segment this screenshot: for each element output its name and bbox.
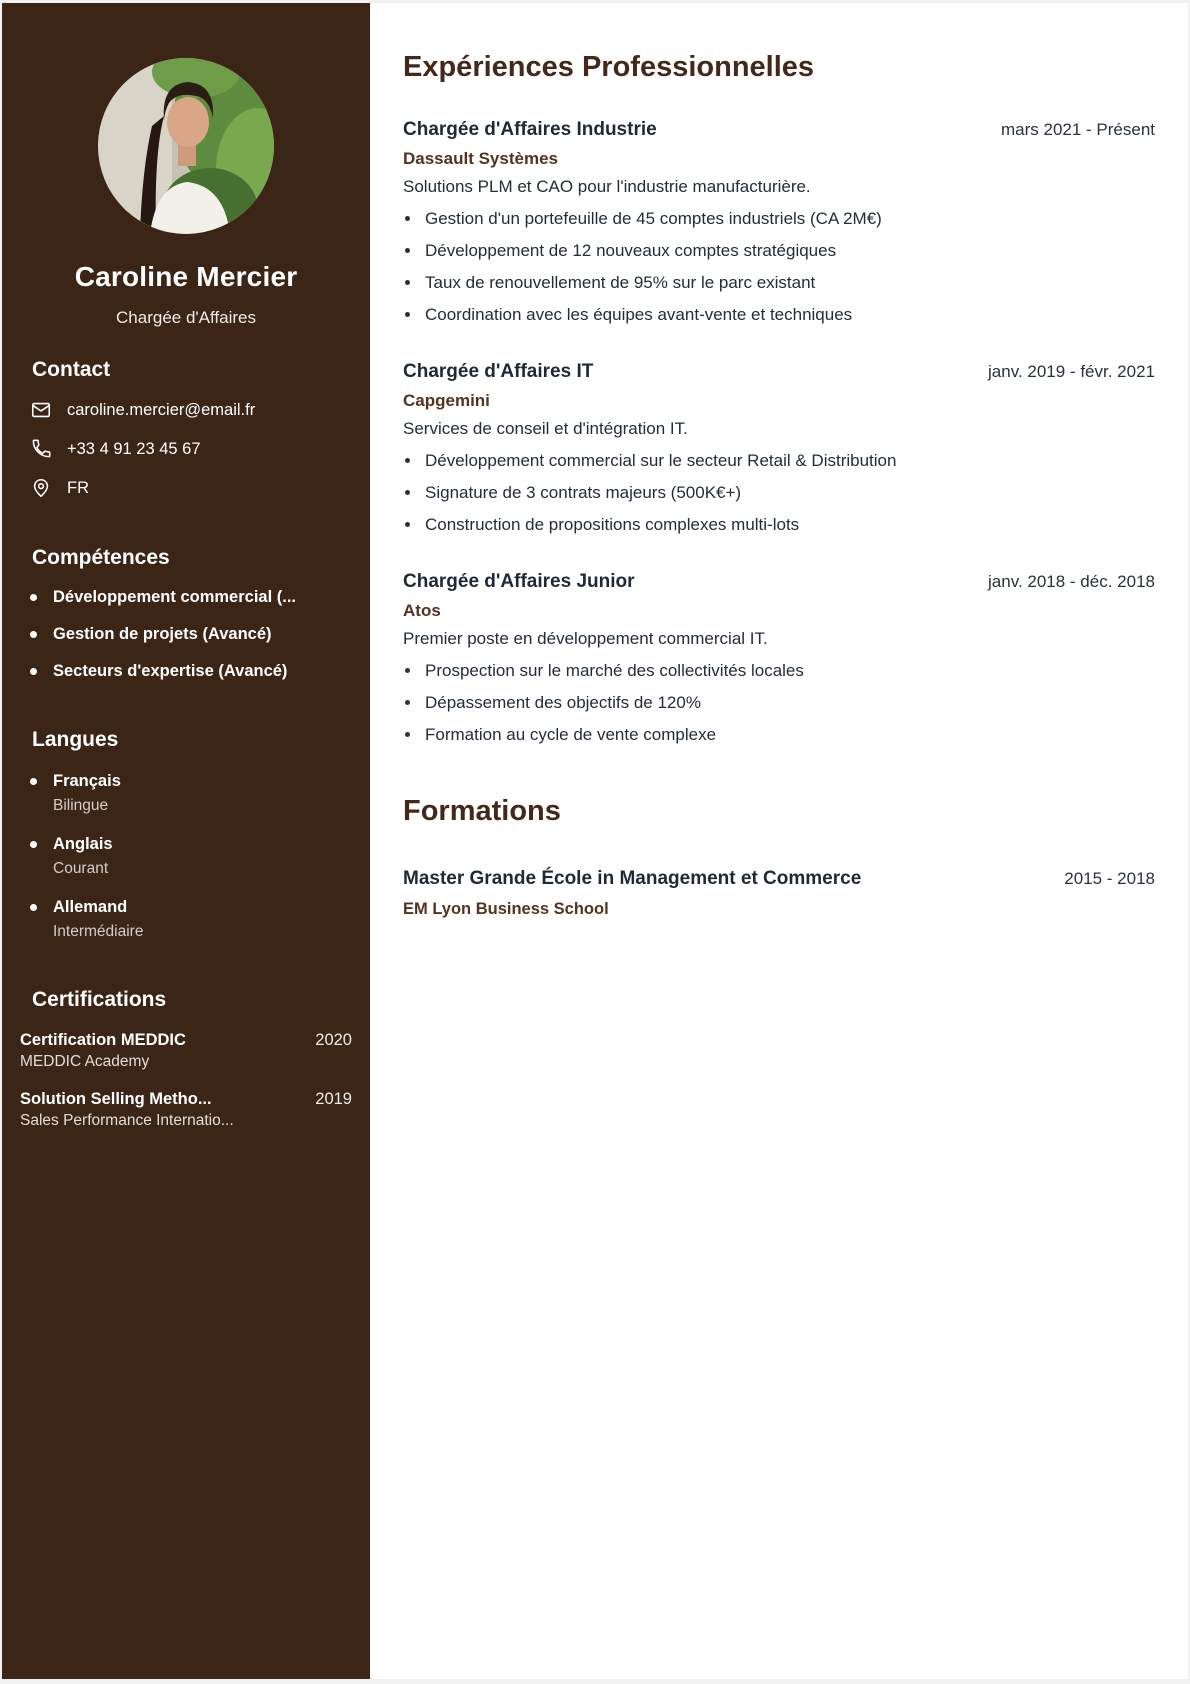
bullet-dot — [405, 248, 410, 253]
resume-page — [2, 3, 1188, 1679]
skill-item — [30, 625, 342, 644]
certification-item — [20, 1090, 352, 1130]
job-bullet-text: Construction de propositions complexes multi-lots — [425, 515, 800, 534]
bullet-dot — [405, 280, 410, 285]
bullet-dot — [30, 778, 37, 785]
contact-email — [30, 399, 370, 421]
contact-email-text: caroline.mercier@email.fr — [67, 400, 256, 419]
language-name: Allemand — [53, 898, 128, 916]
certification-name: Solution Selling Metho... — [20, 1090, 212, 1108]
contact-location-text: FR — [67, 478, 89, 497]
main-content — [370, 3, 1188, 1679]
education-section-heading: Formations — [403, 795, 561, 827]
skill-label: Développement commercial (... — [53, 588, 296, 606]
email-icon — [30, 399, 52, 421]
bullet-dot — [405, 700, 410, 705]
bullet-dot — [30, 631, 37, 638]
job-summary: Solutions PLM et CAO pour l'industrie manufacturière. — [403, 177, 811, 196]
job-summary: Premier poste en développement commercial IT. — [403, 629, 768, 648]
job-entry — [403, 117, 1155, 327]
school-name: EM Lyon Business School — [403, 900, 609, 918]
job-bullet-text: Développement commercial sur le secteur Retail & Distribution — [425, 451, 897, 470]
job-entry — [403, 569, 1155, 747]
contact-phone-text: +33 4 91 23 45 67 — [67, 439, 201, 458]
language-level: Bilingue — [53, 797, 109, 814]
job-bullet-text: Formation au cycle de vente complexe — [425, 725, 717, 744]
bullet-dot — [405, 668, 410, 673]
job-company: Capgemini — [403, 391, 490, 410]
bullet-dot — [405, 732, 410, 737]
certification-year: 2019 — [315, 1090, 352, 1108]
job-company: Dassault Systèmes — [403, 149, 558, 168]
certification-year: 2020 — [315, 1031, 352, 1049]
job-bullet — [403, 722, 1155, 747]
language-item — [30, 772, 370, 815]
candidate-title: Chargée d'Affaires — [116, 308, 256, 327]
contact-phone — [30, 438, 370, 460]
job-bullet-text: Dépassement des objectifs de 120% — [425, 693, 701, 712]
language-level: Intermédiaire — [53, 923, 144, 940]
job-bullet-text: Prospection sur le marché des collectivités locales — [425, 661, 804, 680]
profile-photo — [98, 58, 274, 234]
bullet-dot — [405, 458, 410, 463]
job-bullet — [403, 512, 1155, 537]
profile-photo-illustration — [98, 58, 274, 234]
job-bullet — [403, 206, 1155, 231]
job-bullet — [403, 448, 1155, 473]
bullet-dot — [405, 490, 410, 495]
job-title: Chargée d'Affaires IT — [403, 361, 594, 382]
certifications-heading: Certifications — [32, 988, 167, 1011]
contact-location — [30, 477, 370, 499]
language-level: Courant — [53, 860, 109, 877]
job-bullet-list — [403, 658, 1155, 747]
job-dates: janv. 2019 - févr. 2021 — [988, 362, 1155, 381]
skill-item — [30, 588, 342, 607]
certification-name: Certification MEDDIC — [20, 1031, 186, 1049]
job-bullet-text: Coordination avec les équipes avant-vente et techniques — [425, 305, 853, 324]
job-bullet — [403, 238, 1155, 263]
job-bullet-text: Gestion d'un portefeuille de 45 comptes industriels (CA 2M€) — [425, 209, 882, 228]
degree-title: Master Grande École in Management et Commerce — [403, 868, 862, 889]
language-item — [30, 898, 370, 941]
bullet-dot — [30, 841, 37, 848]
phone-icon — [30, 438, 52, 460]
candidate-name: Caroline Mercier — [74, 261, 298, 292]
bullet-dot — [30, 594, 37, 601]
job-bullet — [403, 302, 1155, 327]
sidebar — [2, 3, 370, 1679]
job-bullet-text: Signature de 3 contrats majeurs (500K€+) — [425, 483, 742, 502]
bullet-dot — [405, 216, 410, 221]
job-bullet — [403, 270, 1155, 295]
job-title: Chargée d'Affaires Junior — [403, 571, 635, 592]
location-icon — [30, 477, 52, 499]
job-dates: janv. 2018 - déc. 2018 — [988, 572, 1155, 591]
education-dates: 2015 - 2018 — [1064, 869, 1155, 888]
language-name: Anglais — [53, 835, 113, 853]
bullet-dot — [405, 522, 410, 527]
education-entry — [403, 865, 1155, 919]
job-bullet-list — [403, 206, 1155, 327]
job-dates: mars 2021 - Présent — [1000, 120, 1155, 139]
job-summary: Services de conseil et d'intégration IT. — [403, 419, 688, 438]
skill-label: Gestion de projets (Avancé) — [53, 625, 272, 643]
experience-section-heading: Expériences Professionnelles — [403, 51, 815, 83]
job-title: Chargée d'Affaires Industrie — [403, 119, 657, 140]
skill-label: Secteurs d'expertise (Avancé) — [53, 662, 288, 680]
language-name: Français — [53, 772, 121, 790]
languages-heading: Langues — [32, 728, 119, 751]
skill-item — [30, 662, 342, 681]
job-entry — [403, 359, 1155, 537]
job-bullet-text: Taux de renouvellement de 95% sur le parc existant — [425, 273, 816, 292]
bullet-dot — [405, 312, 410, 317]
job-bullet — [403, 658, 1155, 683]
language-item — [30, 835, 370, 878]
skills-heading: Compétences — [32, 546, 170, 569]
job-bullet-list — [403, 448, 1155, 537]
certification-item — [20, 1031, 352, 1071]
bullet-dot — [30, 904, 37, 911]
contact-heading: Contact — [32, 358, 111, 381]
job-bullet — [403, 480, 1155, 505]
job-bullet — [403, 690, 1155, 715]
bullet-dot — [30, 668, 37, 675]
job-company: Atos — [403, 601, 441, 620]
certification-issuer: Sales Performance Internatio... — [20, 1112, 234, 1129]
certification-issuer: MEDDIC Academy — [20, 1053, 150, 1070]
job-bullet-text: Développement de 12 nouveaux comptes stratégiques — [425, 241, 837, 260]
